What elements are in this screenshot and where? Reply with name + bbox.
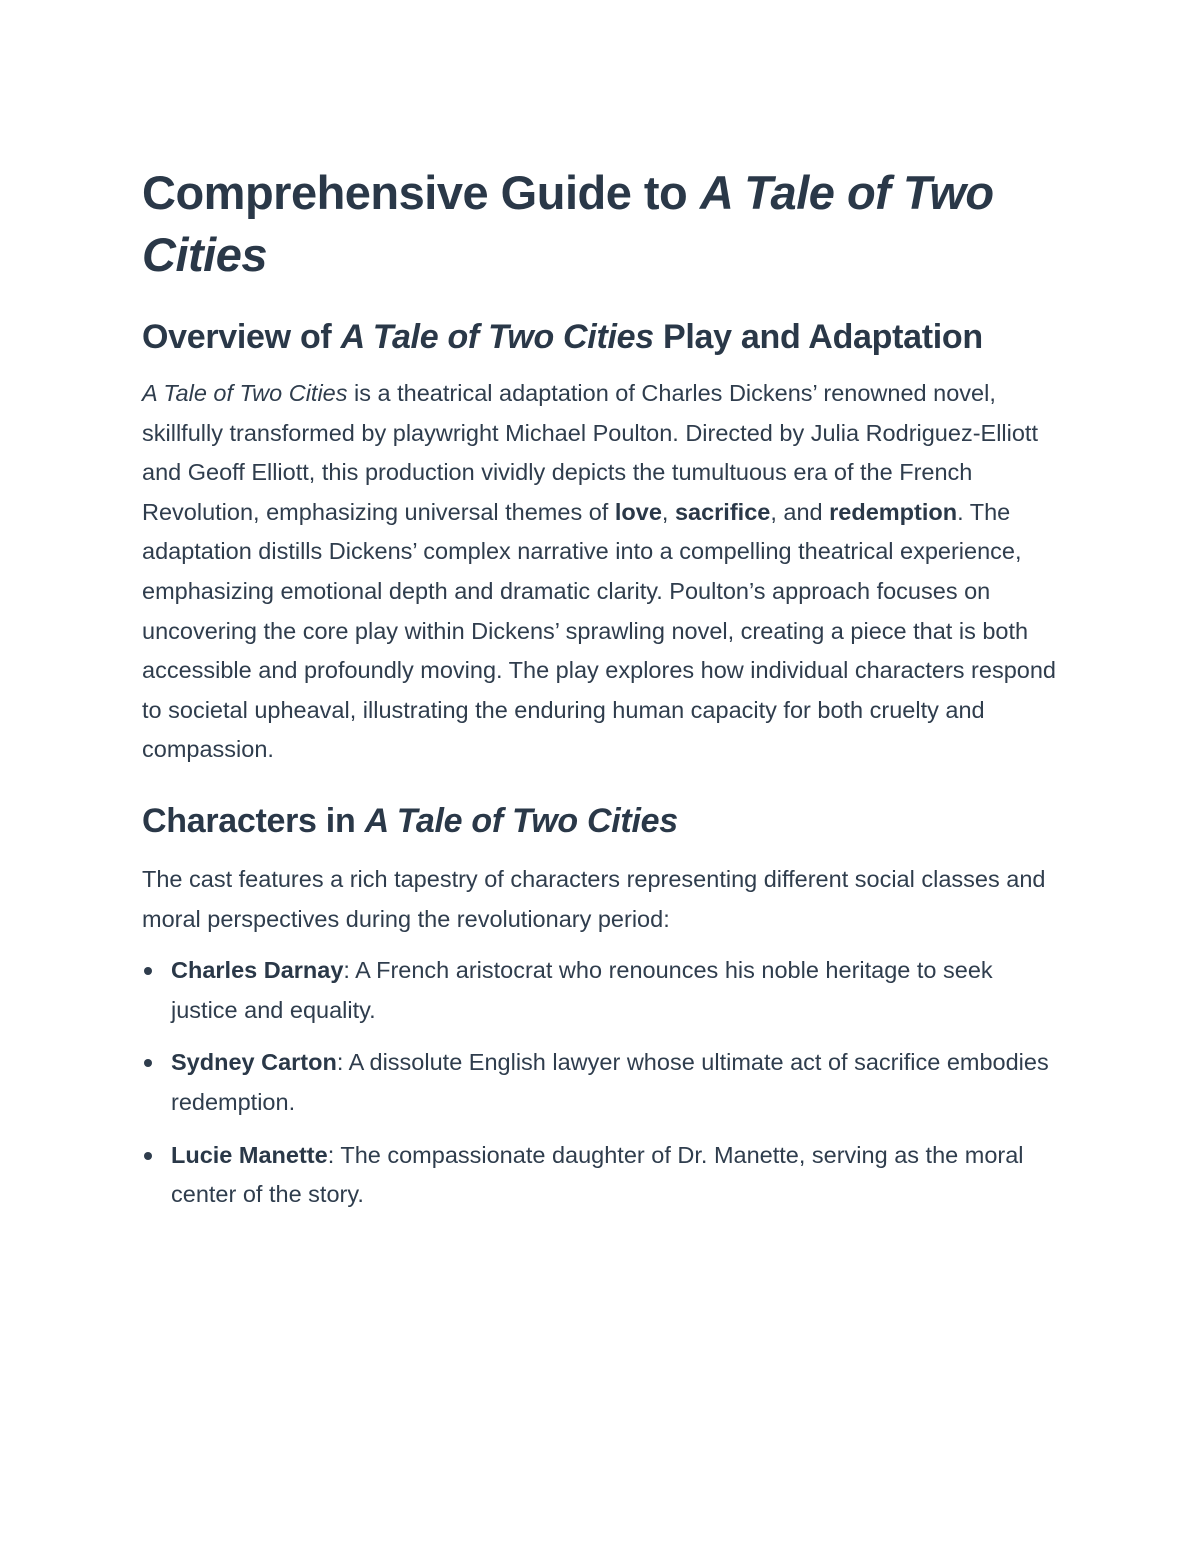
character-description: : The compassionate daughter of Dr. Manette, serving as the moral center of the story.: [171, 1141, 1024, 1208]
page-title-italic: A Tale of Two Cities: [142, 166, 994, 281]
overview-sep-1: ,: [661, 498, 675, 525]
theme-love: love: [614, 498, 662, 525]
overview-heading-prefix: Overview of: [142, 318, 341, 356]
page-title-prefix: Comprehensive Guide to: [142, 166, 700, 219]
overview-italic-lead: A Tale of Two Cities: [142, 380, 348, 406]
character-description: : A dissolute English lawyer whose ultimate act of sacrifice embodies redemption.: [171, 1049, 1049, 1115]
characters-heading-italic: A Tale of Two Cities: [364, 801, 678, 840]
characters-heading: [142, 792, 1057, 850]
list-item: [142, 1043, 1057, 1122]
character-description: : A French aristocrat who renounces his noble heritage to seek justice and equality.: [171, 957, 993, 1023]
characters-heading-prefix: Characters in: [142, 801, 365, 840]
overview-heading-suffix: Play and Adaptation: [653, 318, 983, 356]
overview-heading: [142, 308, 1057, 366]
bullet-icon: [144, 1152, 152, 1160]
overview-text-2: . The adaptation distills Dickens’ complex narrative into a compelling theatrical experience, emphasizing emotional depth and dramatic clarity. Poulton’s approach focuses on uncovering the core play within Dickens’ sprawling novel, creating a piece that is both accessible and profoundly moving. The play explores how individual characters respond to societal upheaval, illustrating the enduring human capacity for both cruelty and compassion.: [142, 498, 1056, 763]
character-name: Sydney Carton: [171, 1049, 337, 1076]
overview-text-1: is a theatrical adaptation of Charles Dickens’ renowned novel, skillfully transformed by playwright Michael Poulton. Directed by Julia Rodriguez-Elliott and Geoff Elliott, this production vividly depicts the tumultuous era of the French Revolution, emphasizing universal themes of: [142, 380, 1038, 525]
characters-intro: The cast features a rich tapestry of characters representing different social classes and moral perspectives during the revolutionary period:: [142, 865, 1046, 932]
theme-redemption: redemption: [829, 498, 958, 525]
overview-heading-italic: A Tale of Two Cities: [340, 318, 654, 356]
characters-list: [142, 951, 1057, 1215]
bullet-icon: [144, 1059, 152, 1067]
page-title: [142, 162, 1057, 286]
bullet-icon: [144, 967, 152, 975]
document-page: [142, 162, 1057, 1228]
overview-paragraph: [142, 374, 1057, 770]
overview-sep-2: , and: [770, 498, 830, 525]
list-item: [142, 951, 1057, 1030]
theme-sacrifice: sacrifice: [674, 498, 771, 525]
character-name: Lucie Manette: [171, 1141, 328, 1168]
character-name: Charles Darnay: [171, 957, 344, 984]
list-item: [142, 1136, 1057, 1215]
